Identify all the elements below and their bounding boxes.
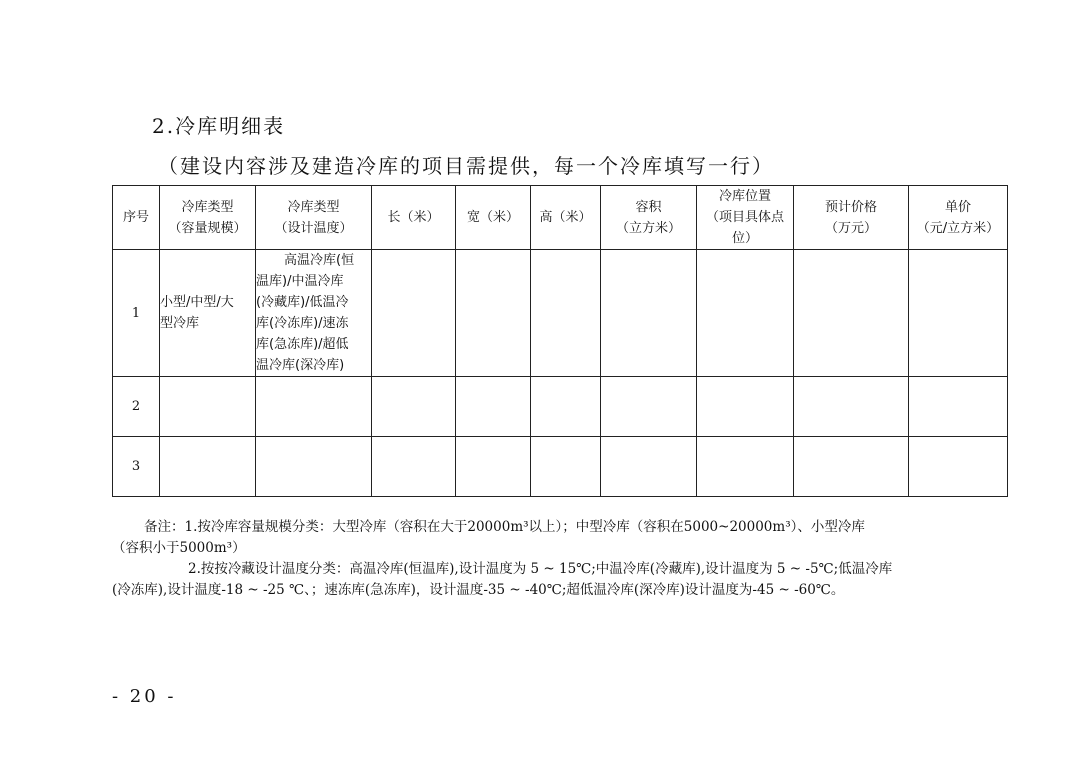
cell-estimated-price[interactable]: [794, 437, 909, 497]
table-row: [113, 377, 1008, 437]
header-volume: 容积 （立方米）: [601, 186, 697, 250]
header-serial-no: 序号: [113, 186, 160, 250]
cell-width[interactable]: [456, 437, 531, 497]
cell-location[interactable]: [697, 437, 794, 497]
header-unit-price: 单价 （元/立方米）: [909, 186, 1008, 250]
cell-capacity-type[interactable]: [160, 437, 256, 497]
cell-temperature-type[interactable]: [256, 377, 372, 437]
cell-temperature-type[interactable]: 高温冷库(恒 温库)/中温冷库 (冷藏库)/低温冷 库(冷冻库)/速冻 库(急冻库)/超低 温冷库(深冷库): [256, 250, 372, 377]
cell-volume[interactable]: [601, 250, 697, 377]
cell-location[interactable]: [697, 250, 794, 377]
cell-height[interactable]: [531, 437, 601, 497]
cell-length[interactable]: [372, 437, 456, 497]
cell-length[interactable]: [372, 377, 456, 437]
page-number: - 20 -: [112, 686, 177, 707]
header-location: 冷库位置 （项目具体点 位）: [697, 186, 794, 250]
section-title: 2.冷库明细表: [152, 114, 286, 138]
cell-estimated-price[interactable]: [794, 377, 909, 437]
cell-length[interactable]: [372, 250, 456, 377]
remark-line: 备注：1.按冷库容量规模分类：大型冷库（容积在大于20000m³以上）；中型冷库（容积在5000~20000m³）、小型冷库: [144, 519, 865, 535]
cell-width[interactable]: [456, 250, 531, 377]
table-row: [113, 250, 1008, 377]
cell-temperature-type[interactable]: [256, 437, 372, 497]
cell-location[interactable]: [697, 377, 794, 437]
remark-line: (冷冻库),设计温度-18 ~ -25 ℃、；速冻库(急冻库)，设计温度-35 ~ -40℃;超低温冷库(深冷库)设计温度为-45 ~ -60℃。: [112, 582, 845, 598]
cell-height[interactable]: [531, 377, 601, 437]
cell-width[interactable]: [456, 377, 531, 437]
cell-unit-price[interactable]: [909, 437, 1008, 497]
header-temperature-type: 冷库类型 （设计温度）: [256, 186, 372, 250]
header-estimated-price: 预计价格 （万元）: [794, 186, 909, 250]
header-length: 长（米）: [372, 186, 456, 250]
cell-volume[interactable]: [601, 377, 697, 437]
cell-unit-price[interactable]: [909, 377, 1008, 437]
remarks: [112, 517, 972, 601]
cell-serial-no: 1: [113, 250, 160, 377]
cell-capacity-type[interactable]: [160, 377, 256, 437]
cell-serial-no: 2: [113, 377, 160, 437]
cold-storage-detail-table: [112, 185, 1008, 497]
remark-line: 2.按按冷藏设计温度分类：高温冷库(恒温库),设计温度为 5 ~ 15℃;中温冷库(冷藏库),设计温度为 5 ~ -5℃;低温冷库: [188, 561, 893, 577]
cell-capacity-type[interactable]: 小型/中型/大 型冷库: [160, 250, 256, 377]
table-instruction: （建设内容涉及建造冷库的项目需提供，每一个冷库填写一行）: [158, 154, 774, 178]
header-width: 宽（米）: [456, 186, 531, 250]
cell-unit-price[interactable]: [909, 250, 1008, 377]
cell-volume[interactable]: [601, 437, 697, 497]
remark-line: （容积小于5000m³）: [112, 540, 246, 556]
cell-serial-no: 3: [113, 437, 160, 497]
header-height: 高（米）: [531, 186, 601, 250]
header-capacity-type: 冷库类型 （容量规模）: [160, 186, 256, 250]
table-header-row: [113, 186, 1008, 250]
cell-estimated-price[interactable]: [794, 250, 909, 377]
table-row: [113, 437, 1008, 497]
cell-height[interactable]: [531, 250, 601, 377]
